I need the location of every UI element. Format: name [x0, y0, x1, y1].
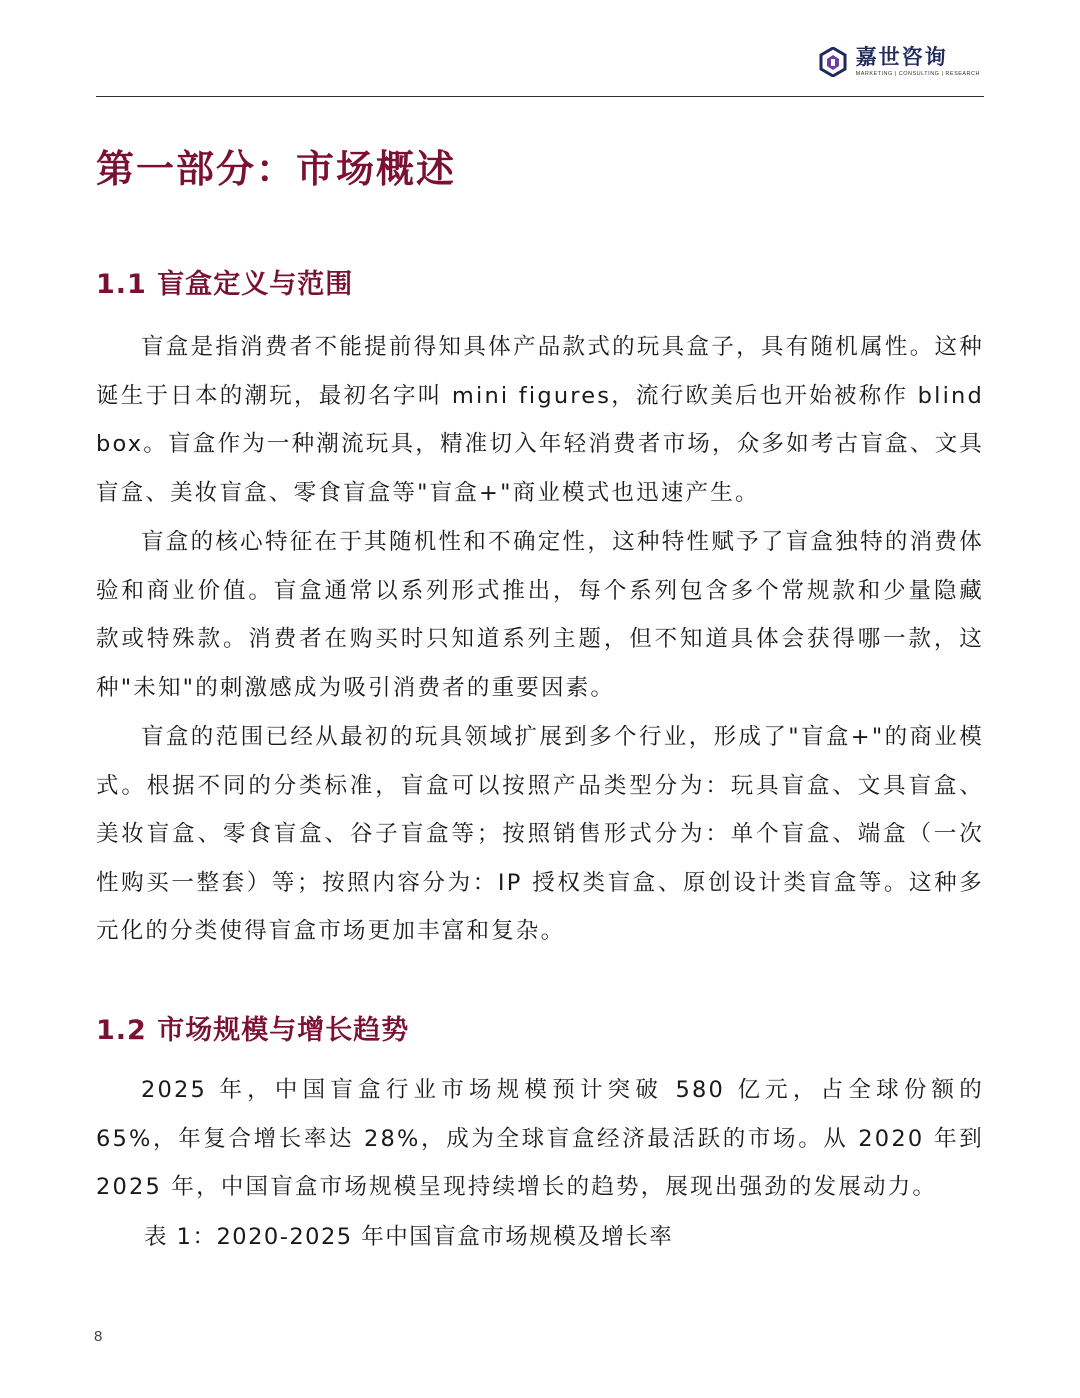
page-number: 8: [94, 1328, 103, 1345]
section-heading-market-size: 1.2 市场规模与增长趋势: [96, 1015, 410, 1046]
paragraph: 2025 年，中国盲盒行业市场规模预计突破 580 亿元，占全球份额的 65%，年复合增长率达 28%，成为全球盲盒经济最活跃的市场。从 2020 年到 2025 年，中国盲盒市场规模呈现持续增长的趋势，展现出强劲的发展动力。: [96, 1077, 984, 1200]
brand-logo-icon: [818, 47, 848, 77]
brand-tagline: MARKETING | CONSULTING | RESEARCH: [855, 71, 980, 77]
brand-logo: [818, 46, 980, 77]
brand-name: 嘉世咨询: [855, 45, 948, 69]
paragraph: 盲盒的核心特征在于其随机性和不确定性，这种特性赋予了盲盒独特的消费体验和商业价值。盲盒通常以系列形式推出，每个系列包含多个常规款和少量隐藏款或特殊款。消费者在购买时只知道系列主题，但不知道具体会获得哪一款，这种"未知"的刺激感成为吸引消费者的重要因素。: [96, 529, 984, 701]
section-heading-definition: 1.1 盲盒定义与范围: [96, 269, 354, 300]
paragraph: 盲盒的范围已经从最初的玩具领域扩展到多个行业，形成了"盲盒+"的商业模式。根据不同的分类标准，盲盒可以按照产品类型分为：玩具盲盒、文具盲盒、美妆盲盒、零食盲盒、谷子盲盒等；按照销售形式分为：单个盲盒、端盒（一次性购买一整套）等；按照内容分为：IP 授权类盲盒、原创设计类盲盒等。这种多元化的分类使得盲盒市场更加丰富和复杂。: [96, 724, 984, 944]
part-title: 第一部分：市场概述: [96, 146, 457, 191]
page-header: [96, 0, 984, 97]
paragraph: 盲盒是指消费者不能提前得知具体产品款式的玩具盒子，具有随机属性。这种诞生于日本的潮玩，最初名字叫 mini figures，流行欧美后也开始被称作 blind box。盲盒作为一种潮流玩具，精准切入年轻消费者市场，众多如考古盲盒、文具盲盒、美妆盲盒、零食盲盒等"盲盒+"商业模式也迅速产生。: [96, 334, 984, 506]
table-caption: 表 1：2020-2025 年中国盲盒市场规模及增长率: [144, 1224, 674, 1250]
